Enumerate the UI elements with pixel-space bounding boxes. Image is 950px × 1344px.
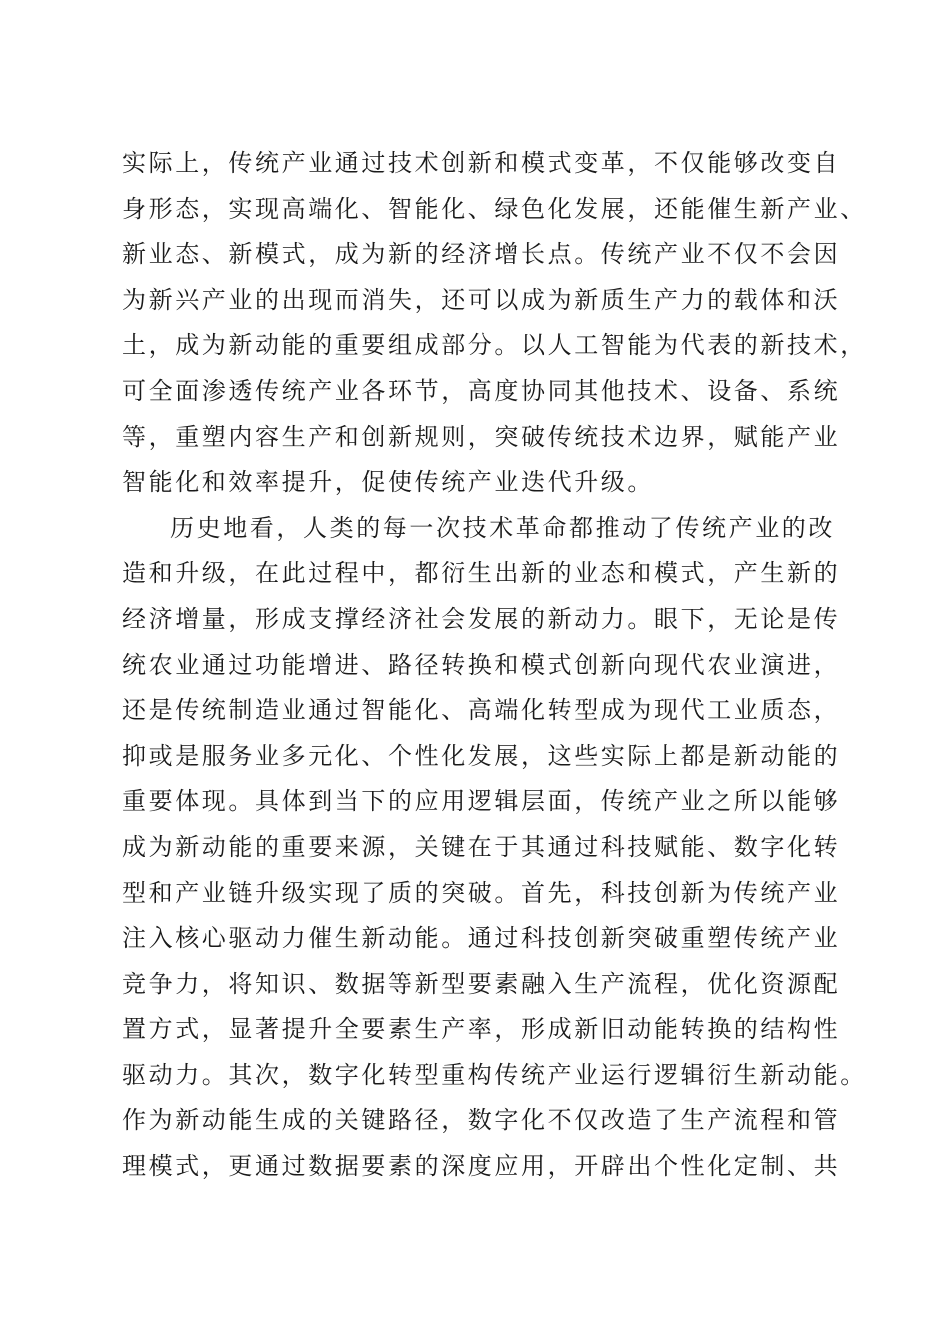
paragraph-2-line-5: 还是传统制造业通过智能化、高端化转型成为现代工业质态， (122, 696, 841, 725)
paragraph-2-line-11: 竞争力，将知识、数据等新型要素融入生产流程，优化资源配 (122, 969, 841, 998)
paragraph-2-line-1: 历史地看，人类的每一次技术革命都推动了传统产业的改 (170, 513, 835, 542)
paragraph-1-line-2: 身形态，实现高端化、智能化、绿色化发展，还能催生新产业、 (122, 194, 867, 223)
paragraph-2-line-7: 重要体现。具体到当下的应用逻辑层面，传统产业之所以能够 (122, 787, 841, 816)
paragraph-1-line-3: 新业态、新模式，成为新的经济增长点。传统产业不仅不会因 (122, 240, 841, 269)
paragraph-1-line-8: 智能化和效率提升，促使传统产业迭代升级。 (122, 468, 654, 497)
paragraph-1-line-1: 实际上，传统产业通过技术创新和模式变革，不仅能够改变自 (122, 149, 841, 177)
paragraph-2-line-15: 理模式，更通过数据要素的深度应用，开辟出个性化定制、共 (122, 1152, 841, 1181)
paragraph-2-line-2: 造和升级，在此过程中，都衍生出新的业态和模式，产生新的 (122, 559, 841, 588)
paragraph-2-line-13: 驱动力。其次，数字化转型重构传统产业运行逻辑衍生新动能。 (122, 1060, 867, 1089)
paragraph-1-line-4: 为新兴产业的出现而消失，还可以成为新质生产力的载体和沃 (122, 285, 841, 314)
paragraph-2-line-8: 成为新动能的重要来源，关键在于其通过科技赋能、数字化转 (122, 832, 841, 861)
paragraph-2-line-10: 注入核心驱动力催生新动能。通过科技创新突破重塑传统产业 (122, 924, 841, 953)
paragraph-2-line-6: 抑或是服务业多元化、个性化发展，这些实际上都是新动能的 (122, 741, 841, 770)
paragraph-2-line-9: 型和产业链升级实现了质的突破。首先，科技创新为传统产业 (122, 878, 841, 907)
paragraph-2-line-12: 置方式，显著提升全要素生产率，形成新旧动能转换的结构性 (122, 1015, 841, 1044)
paragraph-2-line-14: 作为新动能生成的关键路径，数字化不仅改造了生产流程和管 (122, 1106, 841, 1135)
paragraph-2-line-4: 统农业通过功能增进、路径转换和模式创新向现代农业演进， (122, 650, 841, 679)
paragraph-2-line-3: 经济增量，形成支撑经济社会发展的新动力。眼下，无论是传 (122, 604, 841, 633)
paragraph-1-line-5: 土，成为新动能的重要组成部分。以人工智能为代表的新技术， (122, 331, 867, 360)
paragraph-1-line-7: 等，重塑内容生产和创新规则，突破传统技术边界，赋能产业 (122, 422, 841, 451)
body-text (122, 141, 867, 1190)
paragraph-1-line-6: 可全面渗透传统产业各环节，高度协同其他技术、设备、系统 (122, 376, 841, 405)
